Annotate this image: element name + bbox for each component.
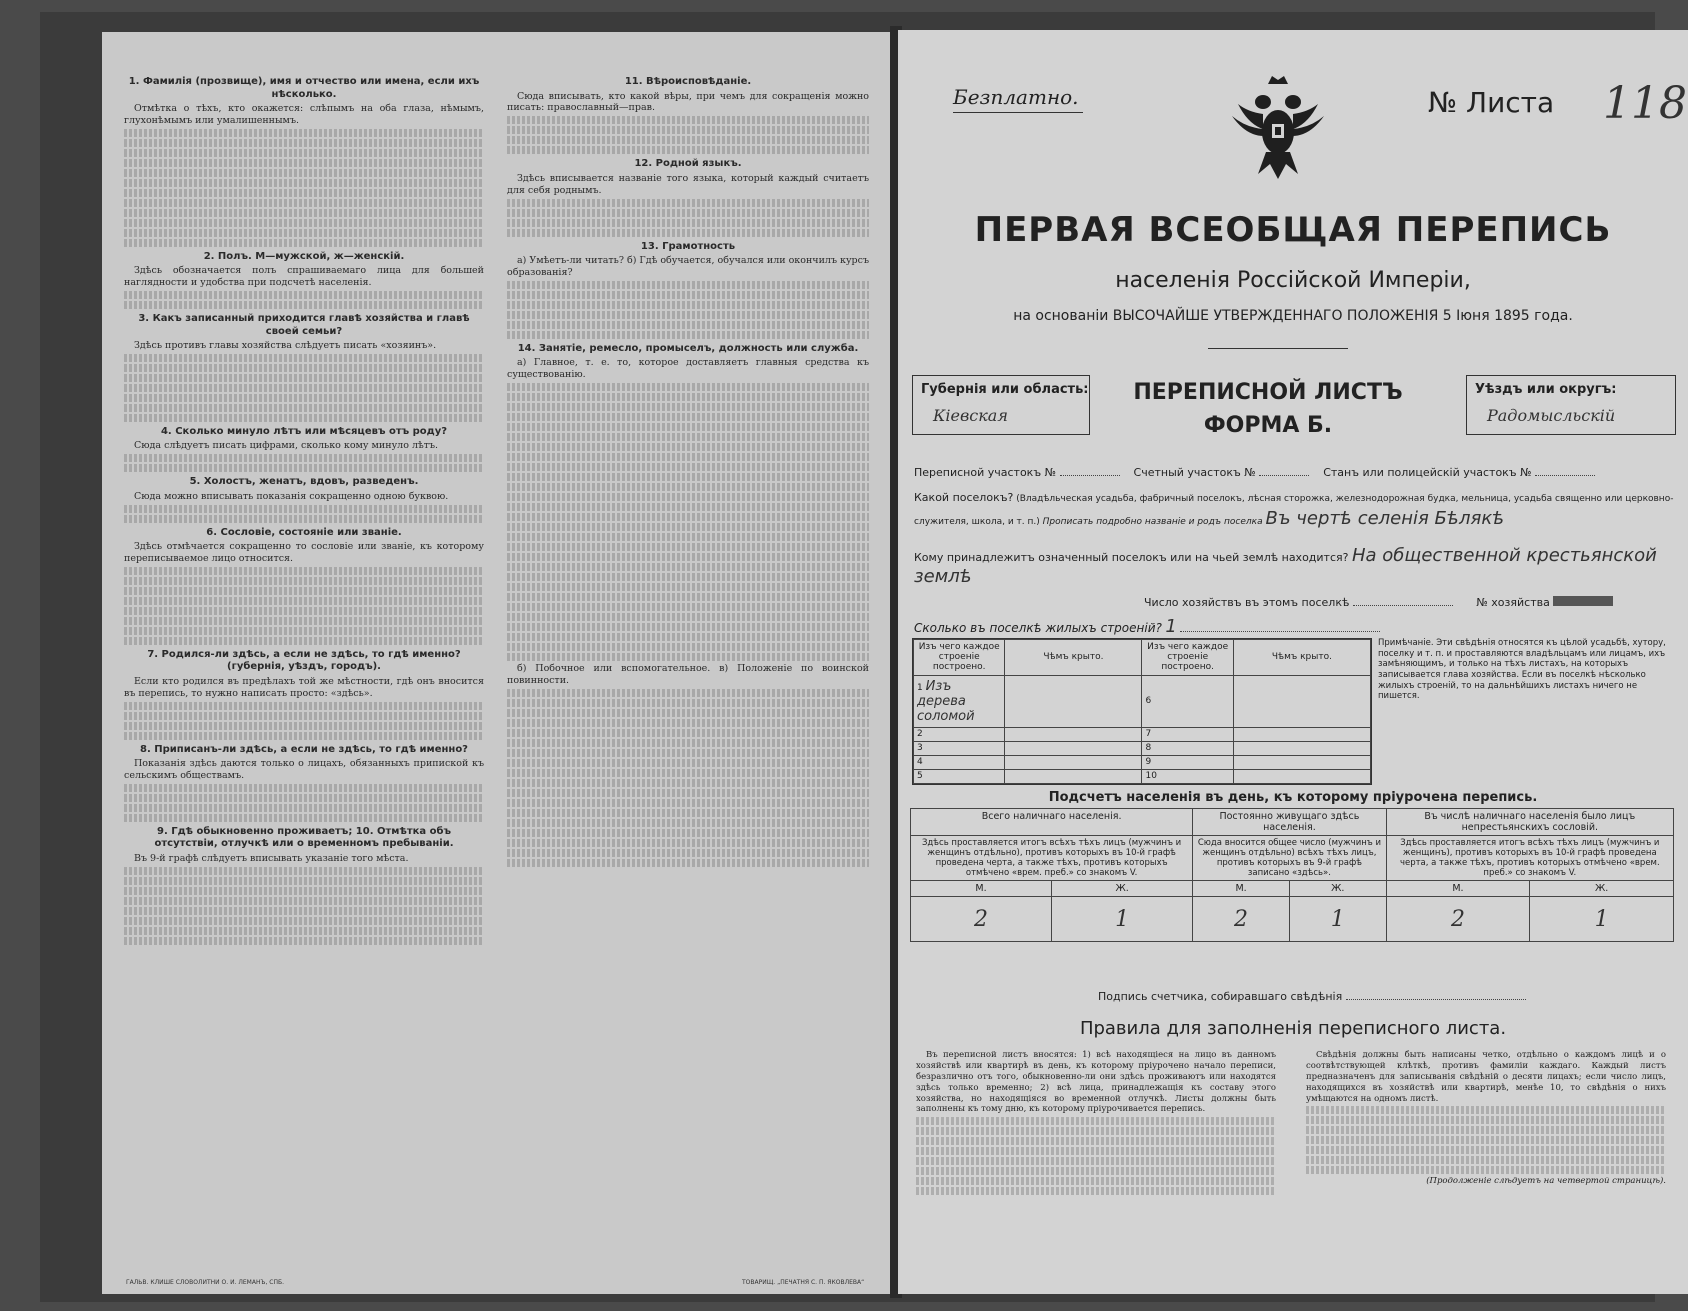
count-permanent-male: 2 <box>1193 897 1290 942</box>
settlement-value: Въ чертѣ селенія Бѣлякѣ <box>1265 507 1505 529</box>
row-number: 7 <box>1142 727 1233 741</box>
section-text: Сюда вписывать, кто какой вѣры, при чемъ для сокращенія можно писать: православный—прав. <box>507 90 869 114</box>
settlement-hint-2: Прописать подробно названіе и родъ поселка <box>1042 516 1263 527</box>
count-non-peasant-female: 1 <box>1530 897 1674 942</box>
signature-row <box>1098 990 1526 1003</box>
row-number: 3 <box>914 741 1005 755</box>
col-roof-2: Чѣмъ крыто. <box>1233 640 1370 676</box>
buildings-label: Сколько въ поселкѣ жилыхъ строеній? <box>914 621 1162 635</box>
book-spread <box>40 12 1687 1302</box>
households-label: Число хозяйствъ въ этомъ поселкѣ <box>1144 596 1350 609</box>
section-7 <box>124 649 484 740</box>
settlement-hint: (Владѣльческая усадьба, фабричный поселокъ, лѣсная сторожка, железнодорожная будка, мельница, усадьба священно или церковно-служителя, школа, и т. п.) <box>914 494 1674 527</box>
double-headed-eagle-emblem <box>1228 74 1328 184</box>
owner-label: Кому принадлежитъ означенный поселокъ или на чьей землѣ находится? <box>914 551 1349 564</box>
owner-row <box>914 545 1674 587</box>
section-heading: 12. Родной языкъ. <box>634 158 742 170</box>
rules-title: Правила для заполненія переписного листа. <box>1079 1018 1507 1039</box>
col-what: Изъ чего каждое строеніе построено. <box>914 640 1005 676</box>
rules-continue: (Продолженіе слѣдуетъ на четвертой страницѣ). <box>1426 1176 1666 1187</box>
section-heading: 7. Родился-ли здѣсь, а если не здѣсь, то гдѣ именно? (губернія, уѣздъ, городъ). <box>147 648 461 673</box>
census-subtitle: населенія Россійской Имперіи, <box>1115 268 1471 293</box>
female-header: Ж. <box>1052 881 1193 897</box>
section-heading: 5. Холостъ, женатъ, вдовъ, разведенъ. <box>189 476 419 488</box>
section-heading: 13. Грамотность <box>640 240 736 252</box>
row-number: 5 <box>914 769 1005 783</box>
row-number: 8 <box>1142 741 1233 755</box>
count-section-label: Счетный участокъ № <box>1133 466 1256 479</box>
section-text: Показанія здѣсь дaются только о лицахъ, обязанныхъ припиской къ сельскимъ обществамъ. <box>124 758 484 781</box>
section-text: Сюда слѣдуетъ писать цифрами, сколько кому минуло лѣтъ. <box>134 440 439 452</box>
male-header: М. <box>1193 881 1290 897</box>
households-row <box>914 596 1674 609</box>
section-heading: 6. Сословіе, состояніе или званіе. <box>206 526 402 538</box>
section-text: а) Умѣетъ-ли читать? б) Гдѣ обучается, обучался или окончилъ курсъ образованія? <box>507 255 869 278</box>
section-text: а) Главное, т. е. то, которое доставляетъ главныя средства къ существованію. <box>507 357 869 381</box>
free-label: Безплатно. <box>953 85 1079 109</box>
section-heading: 11. Вѣроисповѣданіе. <box>624 76 752 87</box>
rules-left-text: Въ переписной листъ вносятся: 1) всѣ находящіеся на лицо въ данномъ хозяйствѣ или квартирѣ въ день, къ которому пріурочено начало переписи, безразлично отъ того, обыкновенно-ли они здѣсь проживаютъ или находятся здѣсь только временно; 2) всѣ лица, принадлежащія къ составу этого хозяйства, но находящіяся во временной отлучкѣ. Листы должны быть заполнены къ тому дню, къ которому пріурочивается перепись. <box>916 1050 1276 1115</box>
section-text: Сюда можно вписывать показанія сокращенно одною буквою. <box>134 490 449 502</box>
sheet-number-handwritten: 118 <box>1603 78 1687 129</box>
signature-label: Подпись счетчика, собиравшаго свѣдѣнія <box>1098 990 1343 1003</box>
row-number: 1 <box>917 682 923 693</box>
census-basis: на основаніи ВЫСОЧАЙШЕ УТВЕРЖДЕННАГО ПОЛОЖЕНІЯ 5 Іюня 1895 года. <box>1013 308 1573 324</box>
buildings-row <box>914 616 1674 637</box>
left-column-2 <box>507 72 869 869</box>
section-text: Здѣсь отмѣчается сокращенно то сословіе или званіе, къ которому переписываемое лицо относится. <box>124 541 484 564</box>
section-text: Въ 9-й графѣ слѣдуетъ вписывать указаніе того мѣста. <box>134 852 409 864</box>
section-14 <box>507 343 869 661</box>
section-text: Если кто родился въ предѣлахъ той же мѣстности, гдѣ онъ вносится въ перепись, то нужно написать просто: «здѣсь». <box>124 675 484 699</box>
buildings-grid <box>913 639 1371 784</box>
count-section-field <box>1259 475 1309 476</box>
section-12 <box>507 158 869 236</box>
section-14b <box>507 663 869 867</box>
settlement-label: Какой поселокъ? <box>914 491 1014 504</box>
table-row <box>914 769 1371 783</box>
section-8 <box>124 744 484 822</box>
section-2 <box>124 251 484 309</box>
count-permanent-female: 1 <box>1289 897 1386 942</box>
free-underline <box>953 112 1083 113</box>
male-header: М. <box>911 881 1052 897</box>
count-header-non-peasant: Въ числѣ наличнаго населенія было лицъ непрестьянскихъ сословій. <box>1386 809 1673 836</box>
household-number-redacted <box>1553 596 1613 606</box>
section-heading: 9. Гдѣ обыкновенно проживаетъ; 10. Отмѣтка объ отсутствіи, отлучкѣ или о временномъ пребываніи. <box>154 825 454 850</box>
section-text: б) Побочное или вспомогательное. в) Положеніе по воинской повинности. <box>507 663 869 686</box>
household-number-label: № хозяйства <box>1476 596 1550 609</box>
section-5 <box>124 476 484 522</box>
rules-right-text: Свѣдѣнія должны быть написаны четко, отдѣльно о каждомъ лицѣ и о соотвѣтствующей клѣткѣ, противъ фамиліи каждаго. Каждый листъ предназначенъ для записыванія свѣдѣній о десяти лицахъ; если число лицъ, находящихся въ хозяйствѣ или квартирѣ, менѣе 10, то свѣдѣнія о нихъ умѣщаются на одномъ листѣ. <box>1306 1050 1666 1104</box>
table-row <box>914 727 1371 741</box>
female-header: Ж. <box>1289 881 1386 897</box>
count-desc-non-peasant: Здѣсь проставляется итогъ всѣхъ тѣхъ лицъ (мужчинъ и женщинъ), противъ которыхъ въ 10-й графѣ проведена черта, а также тѣхъ, противъ которыхъ отмѣчено «врем. преб.» со знакомъ V. <box>1386 836 1673 881</box>
row-number: 4 <box>914 755 1005 769</box>
col-what-2: Изъ чего каждое строеніе построено. <box>1142 640 1233 676</box>
district-label: Уѣздъ или округъ: <box>1475 382 1617 397</box>
owner-value: На общественной крестьянской землѣ <box>914 545 1657 587</box>
section-13 <box>507 241 869 339</box>
row-number: 2 <box>914 727 1005 741</box>
left-page <box>102 32 894 1294</box>
row-number: 9 <box>1142 755 1233 769</box>
count-desc-permanent: Сюда вносится общее число (мужчинъ и женщинъ отдѣльно) всѣхъ тѣхъ лицъ, противъ которыхъ въ 9-й графѣ записано «здѣсь». <box>1193 836 1386 881</box>
section-1 <box>124 76 484 247</box>
section-heading: 1. Фамилія (прозвище), имя и отчество или имена, если ихъ нѣсколько. <box>128 76 480 100</box>
households-field <box>1353 605 1453 606</box>
section-heading: 2. Полъ. М—мужской, ж—женскій. <box>203 250 405 262</box>
census-section-field <box>1060 475 1120 476</box>
section-9 <box>124 826 484 945</box>
row-number: 6 <box>1145 696 1152 707</box>
female-header: Ж. <box>1530 881 1674 897</box>
count-present-male: 2 <box>911 897 1052 942</box>
sheet-number-label: № Листа <box>1428 86 1555 119</box>
police-section-label: Станъ или полицейскій участокъ № <box>1323 466 1532 479</box>
section-heading: 14. Занятіе, ремесло, промыселъ, должность или служба. <box>517 342 859 354</box>
section-heading: 4. Сколько минуло лѣтъ или мѣсяцевъ отъ роду? <box>160 425 448 437</box>
section-6 <box>124 527 484 645</box>
section-text: Здѣсь противъ главы хозяйства слѣдуетъ писать «хозяинъ». <box>134 340 437 351</box>
count-header-present: Всего наличнаго населенія. <box>911 809 1193 836</box>
buildings-value: 1 <box>1165 616 1177 637</box>
province-label: Губернія или область: <box>921 382 1089 397</box>
count-desc-present: Здѣсь проставляется итогъ всѣхъ тѣхъ лицъ (мужчинъ и женщинъ отдѣльно), противъ которыхъ въ 10-й графѣ проведена черта, а также тѣхъ, противъ которыхъ отмѣчено «врем. преб.» со знакомъ V. <box>911 836 1193 881</box>
province-value: Кіевская <box>933 406 1008 425</box>
section-heading: 8. Приписанъ-ли здѣсь, а если не здѣсь, то гдѣ именно? <box>140 743 468 755</box>
district-box <box>1466 375 1676 435</box>
sections-row <box>914 466 1674 479</box>
form-title-line-1: ПЕРЕПИСНОЙ ЛИСТЪ <box>1133 380 1403 405</box>
population-count-table <box>910 808 1674 942</box>
table-row <box>914 675 1371 727</box>
table-row <box>914 741 1371 755</box>
count-non-peasant-male: 2 <box>1386 897 1530 942</box>
col-roof: Чѣмъ крыто. <box>1005 640 1142 676</box>
form-title-line-2: ФОРМА Б. <box>1203 413 1333 438</box>
printer-mark-right: ТОВАРИЩ. „ПЕЧАТНЯ С. П. ЯКОВЛЕВА“ <box>742 1279 865 1286</box>
section-text: Здѣсь обозначается полъ спрашиваемаго лица для большей наглядности и удобства при подсчетѣ населенія. <box>124 265 484 289</box>
section-text: Здѣсь вписывается названіе того языка, который каждый считаетъ для себя роднымъ. <box>507 172 869 196</box>
buildings-field <box>1180 631 1380 632</box>
settlement-row <box>914 490 1674 531</box>
building-1-value: Изъ дерева соломой <box>917 678 975 724</box>
count-header-permanent: Постоянно живущаго здѣсь населенія. <box>1193 809 1386 836</box>
section-text: Отмѣтка о тѣхъ, кто окажется: слѣпымъ на оба глаза, нѣмымъ, глухонѣмымъ или умалишеннымъ. <box>124 103 484 126</box>
buildings-note: Примѣчаніе. Эти свѣдѣнія относятся къ цѣлой усадьбѣ, хутору, поселку и т. п. и проставляются владѣльцамъ или лицамъ, ихъ замѣняющимъ, и только на тѣхъ листахъ, на которыхъ записывается глава хозяйства. Если въ поселкѣ нѣсколько жилыхъ строеній, то на дальнѣйшихъ листахъ ничего не пишется. <box>1378 638 1666 702</box>
row-number: 10 <box>1142 769 1233 783</box>
left-column-1 <box>124 72 484 947</box>
form-title <box>1088 376 1448 442</box>
printer-mark-left: ГАЛЬВ. КЛИШЕ СЛОВОЛИТНИ О. И. ЛЕМАНЪ, СПБ. <box>126 1279 285 1286</box>
police-section-field <box>1535 475 1595 476</box>
census-section-label: Переписной участокъ № <box>914 466 1057 479</box>
section-4 <box>124 426 484 472</box>
district-value: Радомысльскій <box>1487 406 1616 425</box>
census-title: ПЕРВАЯ ВСЕОБЩАЯ ПЕРЕПИСЬ <box>974 210 1612 250</box>
right-page <box>898 30 1688 1294</box>
signature-field <box>1346 999 1526 1000</box>
count-title: Подсчетъ населенія въ день, къ которому пріурочена перепись. <box>1048 790 1538 805</box>
divider <box>1208 348 1348 349</box>
male-header: М. <box>1386 881 1530 897</box>
rules-left-column <box>916 1050 1276 1197</box>
table-row <box>914 755 1371 769</box>
count-present-female: 1 <box>1052 897 1193 942</box>
province-box <box>912 375 1090 435</box>
section-3 <box>124 313 484 422</box>
section-11 <box>507 76 869 154</box>
section-heading: 3. Какъ записанный приходится главѣ хозяйства и главѣ своей семьи? <box>138 313 470 337</box>
buildings-table <box>912 638 1372 785</box>
rules-right-column <box>1306 1050 1666 1189</box>
